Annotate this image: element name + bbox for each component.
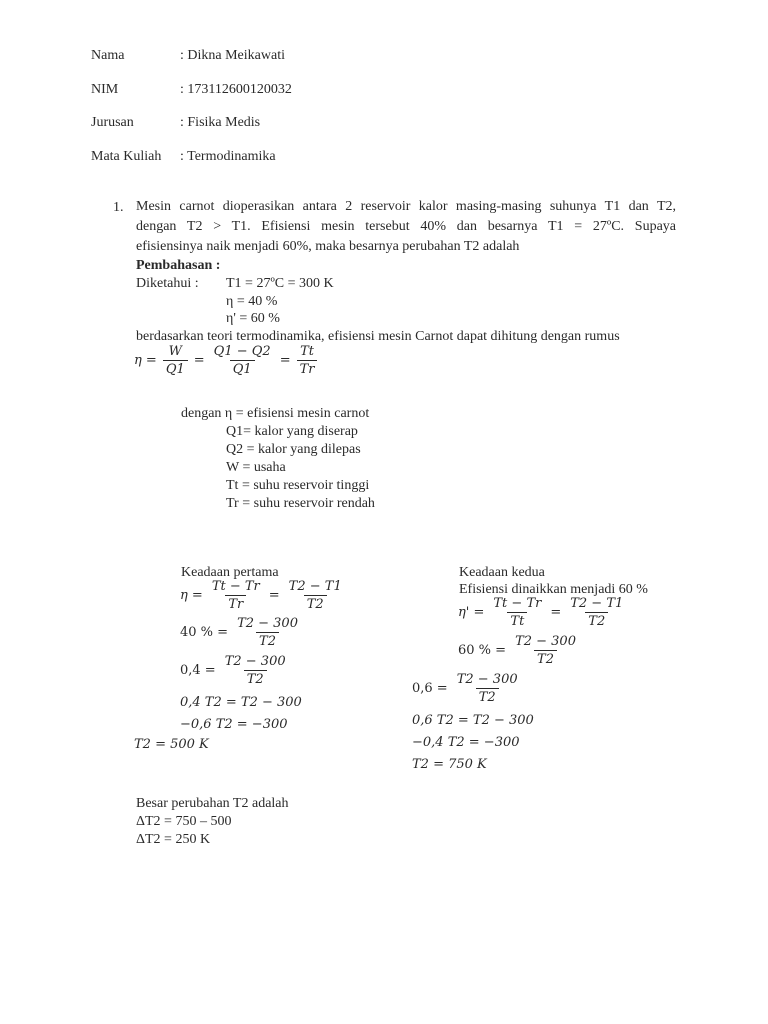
question-line-2: dengan T2 > T1. Efisiensi mesin tersebut 40% dan besarnya T1 = 27ºC. Supaya — [136, 219, 676, 234]
formula-lhs: η = — [134, 353, 157, 368]
legend-tt: Tt = suhu reservoir tinggi — [226, 478, 370, 493]
value-nim: : 173112600120032 — [180, 82, 292, 97]
legend-q1: Q1= kalor yang diserap — [226, 424, 358, 439]
label-nim: NIM — [91, 82, 119, 97]
known-eta: η = 40 % — [226, 294, 278, 309]
known-t1: T1 = 27ºC = 300 K — [226, 276, 334, 291]
case-1-line-d: 0,4 T2 = T2 − 300 — [180, 695, 302, 710]
legend-tr: Tr = suhu reservoir rendah — [226, 496, 375, 511]
case-1-eq-a: η = $\frac{Tt - Tr}{Tr}$ = $\frac{T2 - T1}{T2}$ — [180, 579, 342, 612]
legend-q2: Q2 = kalor yang dilepas — [226, 442, 361, 457]
value-nama: : Dikna Meikawati — [180, 48, 285, 63]
known-eta-prime: η' = 60 % — [226, 311, 280, 326]
conclusion-line-2: ΔT2 = 750 – 500 — [136, 814, 232, 829]
fraction-tt-tr: $\frac{Tt}{Tr}$ — [297, 345, 318, 376]
value-jurusan: : Fisika Medis — [180, 115, 261, 130]
conclusion-line-3: ΔT2 = 250 K — [136, 832, 211, 847]
case-1-title: Keadaan pertama — [181, 565, 279, 580]
fraction-w-q1: $\frac{W}{Q1}$ — [163, 345, 188, 376]
case-2-line-d: 0,6 T2 = T2 − 300 — [412, 713, 534, 728]
question-line-1: Mesin carnot dioperasikan antara 2 reservoir kalor masing-masing suhunya T1 dan T2, — [136, 199, 676, 214]
case-2-title: Keadaan kedua — [459, 565, 545, 580]
case-2-eq-a: η' = $\frac{Tt - Tr}{Tt}$ = $\frac{T2 - T1}{T2}$ — [458, 596, 624, 629]
carnot-formula: η = $\frac{W}{Q1}$ = $\frac{Q1 - Q2}{Q1}$ = $\frac{Tt}{Tr}$ — [134, 345, 319, 376]
question-number: 1. — [113, 200, 124, 215]
case-2-eq-b: 60 % = $\frac{T2 - 300}{T2}$ — [458, 634, 576, 667]
case-2-result: T2 = 750 K — [412, 757, 487, 772]
question-text — [136, 197, 676, 257]
value-mata-kuliah: : Termodinamika — [180, 149, 276, 164]
fraction-q1-q2: $\frac{Q1 - Q2}{Q1}$ — [213, 344, 271, 377]
question-line-3: efisiensinya naik menjadi 60%, maka besarnya perubahan T2 adalah — [136, 239, 520, 254]
label-jurusan: Jurusan — [91, 115, 134, 130]
known-label: Diketahui : — [136, 276, 199, 291]
conclusion-line-1: Besar perubahan T2 adalah — [136, 796, 289, 811]
label-mata-kuliah: Mata Kuliah — [91, 149, 162, 164]
formula-intro: berdasarkan teori termodinamika, efisiensi mesin Carnot dapat dihitung dengan rumus — [136, 329, 620, 344]
case-2-line-e: −0,4 T2 = −300 — [412, 735, 520, 750]
case-1-line-e: −0,6 T2 = −300 — [180, 717, 288, 732]
legend-eta: dengan η = efisiensi mesin carnot — [181, 406, 370, 421]
case-1-eq-c: 0,4 = $\frac{T2 - 300}{T2}$ — [180, 654, 286, 687]
solution-heading: Pembahasan : — [136, 258, 221, 273]
label-nama: Nama — [91, 48, 125, 63]
case-1-eq-b: 40 % = $\frac{T2 - 300}{T2}$ — [180, 616, 298, 649]
case-2-eq-c: 0,6 = $\frac{T2 - 300}{T2}$ — [412, 672, 518, 705]
case-2-subtitle: Efisiensi dinaikkan menjadi 60 % — [459, 582, 648, 597]
case-1-result: T2 = 500 K — [134, 737, 209, 752]
legend-w: W = usaha — [226, 460, 286, 475]
